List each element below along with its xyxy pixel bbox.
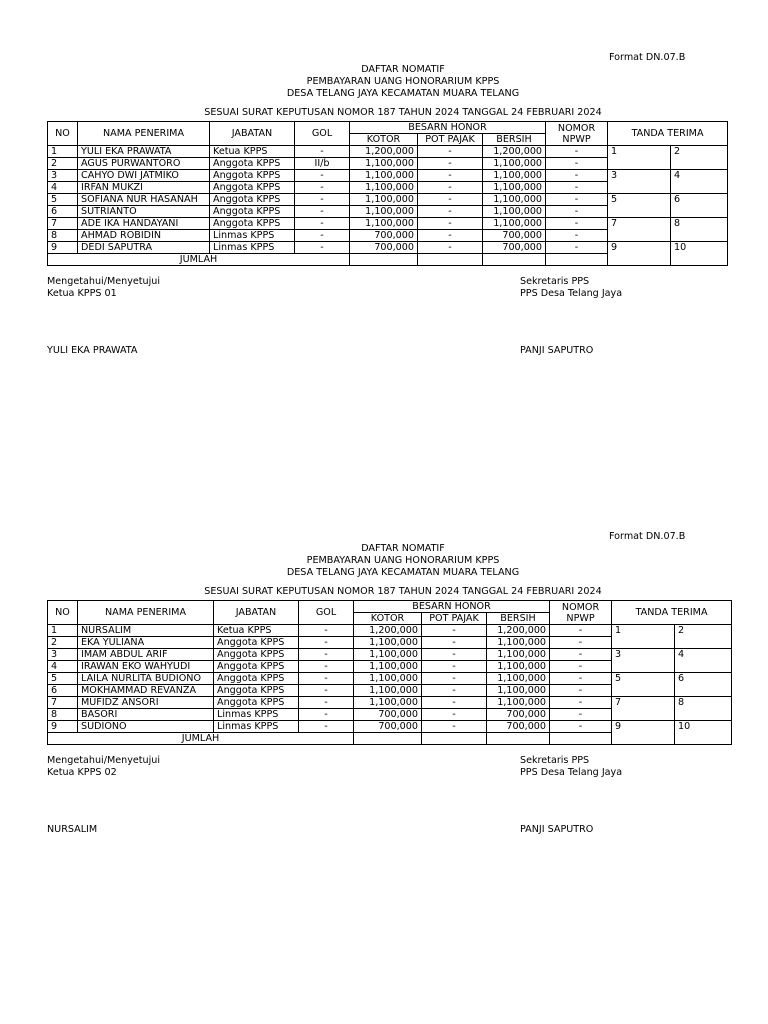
sheet-kpps-02 — [0, 531, 768, 871]
cell-nama: IRFAN MUKZI — [78, 182, 210, 194]
cell-no: 4 — [48, 182, 78, 194]
cell-gol: - — [295, 182, 350, 194]
cell-bersih: 1,200,000 — [483, 146, 546, 158]
cell-gol: - — [299, 709, 354, 721]
cell-nama: ADE IKA HANDAYANI — [78, 218, 210, 230]
document-title: DAFTAR NOMATIF — [361, 64, 445, 75]
cell-gol: II/b — [295, 158, 350, 170]
cell-npwp: - — [546, 194, 608, 206]
secretary-org: PPS Desa Telang Jaya — [520, 288, 623, 299]
cell-bersih: 700,000 — [483, 230, 546, 242]
format-code: Format DN.07.B — [609, 52, 686, 63]
header-tanda: TANDA TERIMA — [608, 122, 728, 146]
cell-nama: MOKHAMMAD REVANZA — [78, 685, 214, 697]
cell-nama: SUTRIANTO — [78, 206, 210, 218]
signature-slot: 5 — [612, 673, 675, 697]
header-besaran: BESARN HONOR — [354, 601, 550, 613]
cell-nama: AHMAD ROBIDIN — [78, 230, 210, 242]
cell-kotor: 1,200,000 — [350, 146, 418, 158]
header-pot: POT PAJAK — [418, 134, 483, 146]
chair-title: Ketua KPPS 02 — [47, 767, 117, 778]
cell-jabatan: Anggota KPPS — [210, 206, 295, 218]
signature-slot: 9 — [612, 721, 675, 745]
cell-kotor: 1,100,000 — [350, 206, 418, 218]
cell-gol: - — [295, 146, 350, 158]
header-bersih: BERSIH — [483, 134, 546, 146]
cell-no: 3 — [48, 170, 78, 182]
header-besaran: BESARN HONOR — [350, 122, 546, 134]
cell-pot: - — [422, 685, 487, 697]
cell-bersih: 1,100,000 — [487, 673, 550, 685]
cell-jabatan: Linmas KPPS — [210, 242, 295, 254]
chair-name: YULI EKA PRAWATA — [47, 345, 138, 356]
signature-slot: 3 — [608, 170, 671, 194]
signature-slot: 7 — [608, 218, 671, 242]
header-nama: NAMA PENERIMA — [78, 122, 210, 146]
cell-pot: - — [418, 146, 483, 158]
cell-no: 5 — [48, 673, 78, 685]
signature-slot: 1 — [608, 146, 671, 170]
cell-no: 1 — [48, 146, 78, 158]
cell-bersih: 1,100,000 — [483, 194, 546, 206]
total-npwp — [550, 733, 612, 745]
cell-npwp: - — [546, 158, 608, 170]
cell-npwp: - — [550, 673, 612, 685]
cell-pot: - — [418, 218, 483, 230]
cell-kotor: 1,100,000 — [354, 637, 422, 649]
cell-bersih: 700,000 — [487, 709, 550, 721]
cell-pot: - — [418, 230, 483, 242]
cell-npwp: - — [546, 218, 608, 230]
cell-bersih: 700,000 — [487, 721, 550, 733]
header-pot: POT PAJAK — [422, 613, 487, 625]
cell-no: 7 — [48, 697, 78, 709]
header-kotor: KOTOR — [350, 134, 418, 146]
cell-bersih: 1,100,000 — [483, 218, 546, 230]
cell-npwp: - — [550, 637, 612, 649]
cell-npwp: - — [550, 661, 612, 673]
cell-pot: - — [418, 194, 483, 206]
decree-line: SESUAI SURAT KEPUTUSAN NOMOR 187 TAHUN 2024 TANGGAL 24 FEBRUARI 2024 — [204, 586, 602, 597]
signature-slot: 2 — [675, 625, 732, 649]
cell-no: 3 — [48, 649, 78, 661]
cell-kotor: 1,200,000 — [354, 625, 422, 637]
cell-npwp: - — [546, 170, 608, 182]
table-row — [48, 697, 732, 709]
signature-slot: 2 — [671, 146, 728, 170]
document-heading — [0, 64, 768, 100]
cell-bersih: 700,000 — [483, 242, 546, 254]
signature-slot: 3 — [612, 649, 675, 673]
table-row — [48, 721, 732, 733]
cell-jabatan: Linmas KPPS — [210, 230, 295, 242]
cell-no: 9 — [48, 242, 78, 254]
header-npwp: NOMOR NPWP — [546, 122, 608, 146]
cell-bersih: 1,100,000 — [483, 158, 546, 170]
chair-title: Ketua KPPS 01 — [47, 288, 117, 299]
approval-block — [47, 755, 160, 779]
cell-jabatan: Linmas KPPS — [214, 721, 299, 733]
secretary-title: Sekretaris PPS — [520, 276, 590, 287]
header-no: NO — [48, 601, 78, 625]
cell-nama: BASORI — [78, 709, 214, 721]
cell-npwp: - — [546, 206, 608, 218]
cell-jabatan: Ketua KPPS — [210, 146, 295, 158]
cell-kotor: 1,100,000 — [354, 685, 422, 697]
secretary-name: PANJI SAPUTRO — [520, 345, 594, 356]
table-row — [48, 649, 732, 661]
cell-no: 8 — [48, 709, 78, 721]
cell-npwp: - — [550, 649, 612, 661]
document-subtitle: PEMBAYARAN UANG HONORARIUM KPPS — [306, 76, 500, 87]
cell-gol: - — [299, 721, 354, 733]
header-no: NO — [48, 122, 78, 146]
total-pot — [418, 254, 483, 266]
table-row — [48, 625, 732, 637]
total-bersih — [483, 254, 546, 266]
total-kotor — [354, 733, 422, 745]
cell-pot: - — [418, 158, 483, 170]
cell-gol: - — [299, 673, 354, 685]
header-nama: NAMA PENERIMA — [78, 601, 214, 625]
cell-kotor: 700,000 — [354, 721, 422, 733]
cell-jabatan: Anggota KPPS — [210, 182, 295, 194]
decree-line: SESUAI SURAT KEPUTUSAN NOMOR 187 TAHUN 2024 TANGGAL 24 FEBRUARI 2024 — [204, 107, 602, 118]
cell-no: 9 — [48, 721, 78, 733]
cell-npwp: - — [546, 146, 608, 158]
cell-no: 7 — [48, 218, 78, 230]
cell-npwp: - — [550, 697, 612, 709]
cell-no: 1 — [48, 625, 78, 637]
cell-pot: - — [422, 721, 487, 733]
cell-bersih: 1,100,000 — [487, 661, 550, 673]
cell-gol: - — [299, 649, 354, 661]
header-jabatan: JABATAN — [214, 601, 299, 625]
cell-pot: - — [418, 242, 483, 254]
sheet-kpps-01 — [0, 52, 768, 392]
cell-jabatan: Linmas KPPS — [214, 709, 299, 721]
secretary-block — [520, 276, 622, 300]
cell-kotor: 1,100,000 — [350, 170, 418, 182]
cell-nama: IRAWAN EKO WAHYUDI — [78, 661, 214, 673]
signature-slot: 10 — [671, 242, 728, 266]
signature-slot: 4 — [675, 649, 732, 673]
document-heading — [0, 543, 768, 579]
cell-gol: - — [299, 661, 354, 673]
cell-kotor: 1,100,000 — [354, 661, 422, 673]
cell-kotor: 1,100,000 — [354, 697, 422, 709]
cell-nama: SUDIONO — [78, 721, 214, 733]
header-bersih: BERSIH — [487, 613, 550, 625]
cell-nama: IMAM ABDUL ARIF — [78, 649, 214, 661]
document-subtitle: DESA TELANG JAYA KECAMATAN MUARA TELANG — [286, 88, 520, 99]
cell-kotor: 700,000 — [354, 709, 422, 721]
signature-slot: 7 — [612, 697, 675, 721]
cell-jabatan: Anggota KPPS — [210, 170, 295, 182]
cell-pot: - — [422, 625, 487, 637]
signature-slot: 10 — [675, 721, 732, 745]
total-bersih — [487, 733, 550, 745]
secretary-org: PPS Desa Telang Jaya — [520, 767, 623, 778]
signature-slot: 4 — [671, 170, 728, 194]
cell-jabatan: Anggota KPPS — [210, 194, 295, 206]
cell-jabatan: Anggota KPPS — [214, 685, 299, 697]
cell-bersih: 1,100,000 — [483, 170, 546, 182]
signature-slot: 5 — [608, 194, 671, 218]
signature-slot: 8 — [671, 218, 728, 242]
table-header-row — [48, 601, 732, 613]
cell-gol: - — [295, 206, 350, 218]
jumlah-label: JUMLAH — [48, 733, 354, 745]
cell-no: 2 — [48, 158, 78, 170]
table-row — [48, 218, 728, 230]
cell-gol: - — [299, 625, 354, 637]
cell-kotor: 700,000 — [350, 230, 418, 242]
cell-nama: NURSALIM — [78, 625, 214, 637]
cell-nama: EKA YULIANA — [78, 637, 214, 649]
cell-pot: - — [418, 170, 483, 182]
document-title: DAFTAR NOMATIF — [361, 543, 445, 554]
cell-kotor: 1,100,000 — [350, 194, 418, 206]
cell-npwp: - — [550, 625, 612, 637]
cell-kotor: 1,100,000 — [350, 182, 418, 194]
cell-npwp: - — [550, 721, 612, 733]
cell-npwp: - — [546, 230, 608, 242]
signature-slot: 9 — [608, 242, 671, 266]
cell-no: 6 — [48, 685, 78, 697]
table-row — [48, 170, 728, 182]
total-kotor — [350, 254, 418, 266]
cell-gol: - — [299, 685, 354, 697]
table-header-row — [48, 122, 728, 134]
approval-label: Mengetahui/Menyetujui — [47, 755, 161, 766]
cell-jabatan: Ketua KPPS — [214, 625, 299, 637]
cell-gol: - — [299, 637, 354, 649]
cell-pot: - — [422, 709, 487, 721]
cell-kotor: 1,100,000 — [354, 673, 422, 685]
jumlah-label: JUMLAH — [48, 254, 350, 266]
cell-kotor: 1,100,000 — [350, 218, 418, 230]
cell-jabatan: Anggota KPPS — [214, 661, 299, 673]
cell-kotor: 1,100,000 — [350, 158, 418, 170]
approval-block — [47, 276, 160, 300]
cell-jabatan: Anggota KPPS — [214, 697, 299, 709]
header-gol: GOL — [295, 122, 350, 146]
cell-kotor: 700,000 — [350, 242, 418, 254]
secretary-name: PANJI SAPUTRO — [520, 824, 594, 835]
chair-name: NURSALIM — [47, 824, 98, 835]
cell-gol: - — [295, 230, 350, 242]
cell-bersih: 1,100,000 — [483, 206, 546, 218]
header-tanda: TANDA TERIMA — [612, 601, 732, 625]
cell-pot: - — [418, 182, 483, 194]
header-gol: GOL — [299, 601, 354, 625]
format-code: Format DN.07.B — [609, 531, 686, 542]
cell-kotor: 1,100,000 — [354, 649, 422, 661]
cell-jabatan: Anggota KPPS — [214, 637, 299, 649]
cell-pot: - — [422, 661, 487, 673]
cell-nama: CAHYO DWI JATMIKO — [78, 170, 210, 182]
cell-nama: YULI EKA PRAWATA — [78, 146, 210, 158]
cell-no: 2 — [48, 637, 78, 649]
secretary-block — [520, 755, 622, 779]
cell-gol: - — [295, 170, 350, 182]
approval-label: Mengetahui/Menyetujui — [47, 276, 161, 287]
table-row — [48, 242, 728, 254]
cell-nama: SOFIANA NUR HASANAH — [78, 194, 210, 206]
cell-gol: - — [299, 697, 354, 709]
cell-jabatan: Anggota KPPS — [210, 158, 295, 170]
cell-npwp: - — [550, 685, 612, 697]
signature-slot: 8 — [675, 697, 732, 721]
cell-bersih: 1,100,000 — [487, 637, 550, 649]
cell-bersih: 1,100,000 — [487, 685, 550, 697]
signature-slot: 6 — [671, 194, 728, 218]
cell-nama: LAILA NURLITA BUDIONO — [78, 673, 214, 685]
honorarium-table — [47, 600, 732, 745]
signature-slot: 6 — [675, 673, 732, 697]
cell-no: 6 — [48, 206, 78, 218]
cell-jabatan: Anggota KPPS — [214, 673, 299, 685]
cell-gol: - — [295, 194, 350, 206]
total-npwp — [546, 254, 608, 266]
table-row — [48, 194, 728, 206]
cell-pot: - — [418, 206, 483, 218]
cell-gol: - — [295, 242, 350, 254]
cell-pot: - — [422, 673, 487, 685]
signature-slot: 1 — [612, 625, 675, 649]
header-npwp: NOMOR NPWP — [550, 601, 612, 625]
table-row — [48, 146, 728, 158]
cell-npwp: - — [550, 709, 612, 721]
honorarium-table — [47, 121, 728, 266]
cell-jabatan: Anggota KPPS — [210, 218, 295, 230]
cell-bersih: 1,100,000 — [483, 182, 546, 194]
secretary-title: Sekretaris PPS — [520, 755, 590, 766]
document-subtitle: DESA TELANG JAYA KECAMATAN MUARA TELANG — [286, 567, 520, 578]
table-row — [48, 673, 732, 685]
header-jabatan: JABATAN — [210, 122, 295, 146]
cell-nama: MUFIDZ ANSORI — [78, 697, 214, 709]
header-kotor: KOTOR — [354, 613, 422, 625]
cell-jabatan: Anggota KPPS — [214, 649, 299, 661]
cell-bersih: 1,200,000 — [487, 625, 550, 637]
cell-nama: DEDI SAPUTRA — [78, 242, 210, 254]
document-subtitle: PEMBAYARAN UANG HONORARIUM KPPS — [306, 555, 500, 566]
cell-bersih: 1,100,000 — [487, 697, 550, 709]
cell-npwp: - — [546, 182, 608, 194]
cell-no: 4 — [48, 661, 78, 673]
total-pot — [422, 733, 487, 745]
cell-no: 8 — [48, 230, 78, 242]
cell-npwp: - — [546, 242, 608, 254]
cell-gol: - — [295, 218, 350, 230]
cell-pot: - — [422, 637, 487, 649]
cell-no: 5 — [48, 194, 78, 206]
cell-nama: AGUS PURWANTORO — [78, 158, 210, 170]
cell-pot: - — [422, 697, 487, 709]
cell-bersih: 1,100,000 — [487, 649, 550, 661]
cell-pot: - — [422, 649, 487, 661]
